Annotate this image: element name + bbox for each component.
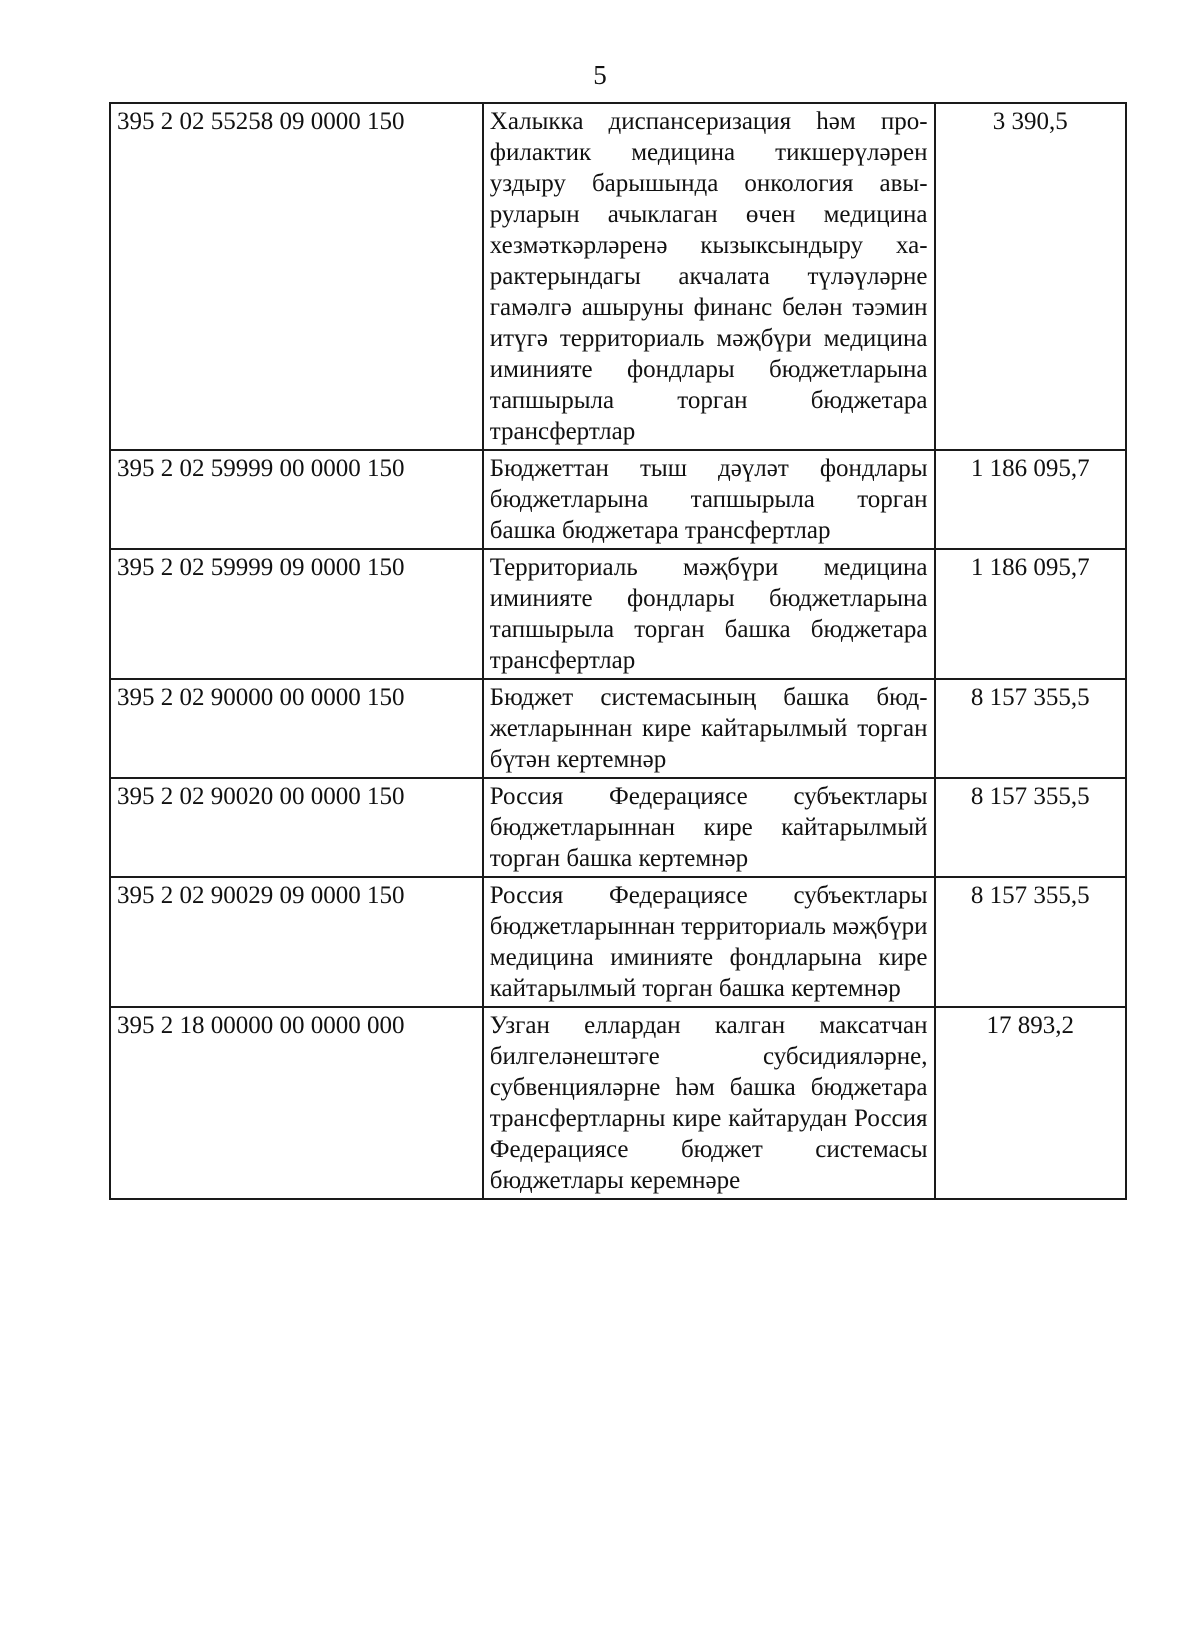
table-row [110,679,1126,778]
budget-code-cell: 395 2 18 00000 00 0000 000 [110,1007,483,1199]
amount-cell: 8 157 355,5 [935,778,1126,877]
amount-cell: 3 390,5 [935,103,1126,450]
income-name-cell: Россия Федерациясе субъектлары бюджетларыннан кире кайтарылмый торган башка кертемнәр [483,778,935,877]
amount-cell: 17 893,2 [935,1007,1126,1199]
budget-table [109,102,1127,1200]
table-row [110,549,1126,679]
table-row [110,103,1126,450]
table-row [110,778,1126,877]
income-name-cell: Халыкка диспансеризация һәм профилактик медицина тикшерүләрен уздыру барышында онкология авыруларын ачыклаган өчен медицина хезмәткәрләренә кызыксындыру характерындагы акчалата түләүләрне гамәлгә ашыруны финанс белән тәэмин итүгә территориаль мәҗбүри медицина иминияте фондлары бюджетларына тапшырыла торган бюджетара трансфертлар [483,103,935,450]
income-name-cell: Бюджет системасының башка бюджетларыннан кире кайтарылмый торган бүтән кертемнәр [483,679,935,778]
budget-code-cell: 395 2 02 59999 00 0000 150 [110,450,483,549]
income-name-cell: Узган еллардан калган максатчан билгеләнештәге субсидияләрне, субвенцияләрне һәм башка бюджетара трансфертларны кире кайтарудан Россия Федерациясе бюджет системасы бюджетлары керемнәре [483,1007,935,1199]
income-name-cell: Россия Федерациясе субъектлары бюджетларыннан территориаль мәҗбүри медицина иминияте фондларына кире кайтарылмый торган башка кертемнәр [483,877,935,1007]
table-row [110,450,1126,549]
budget-code-cell: 395 2 02 90029 09 0000 150 [110,877,483,1007]
amount-cell: 1 186 095,7 [935,549,1126,679]
amount-cell: 1 186 095,7 [935,450,1126,549]
table-row [110,1007,1126,1199]
budget-code-cell: 395 2 02 90020 00 0000 150 [110,778,483,877]
budget-code-cell: 395 2 02 59999 09 0000 150 [110,549,483,679]
income-name-cell: Территориаль мәҗбүри медицина иминияте фондлары бюджетларына тапшырыла торган башка бюджетара трансфертлар [483,549,935,679]
table-row [110,877,1126,1007]
budget-code-cell: 395 2 02 90000 00 0000 150 [110,679,483,778]
income-name-cell: Бюджеттан тыш дәүләт фондлары бюджетларына тапшырыла торган башка бюджетара трансфертлар [483,450,935,549]
page-number: 5 [593,60,607,90]
amount-cell: 8 157 355,5 [935,679,1126,778]
amount-cell: 8 157 355,5 [935,877,1126,1007]
budget-code-cell: 395 2 02 55258 09 0000 150 [110,103,483,450]
